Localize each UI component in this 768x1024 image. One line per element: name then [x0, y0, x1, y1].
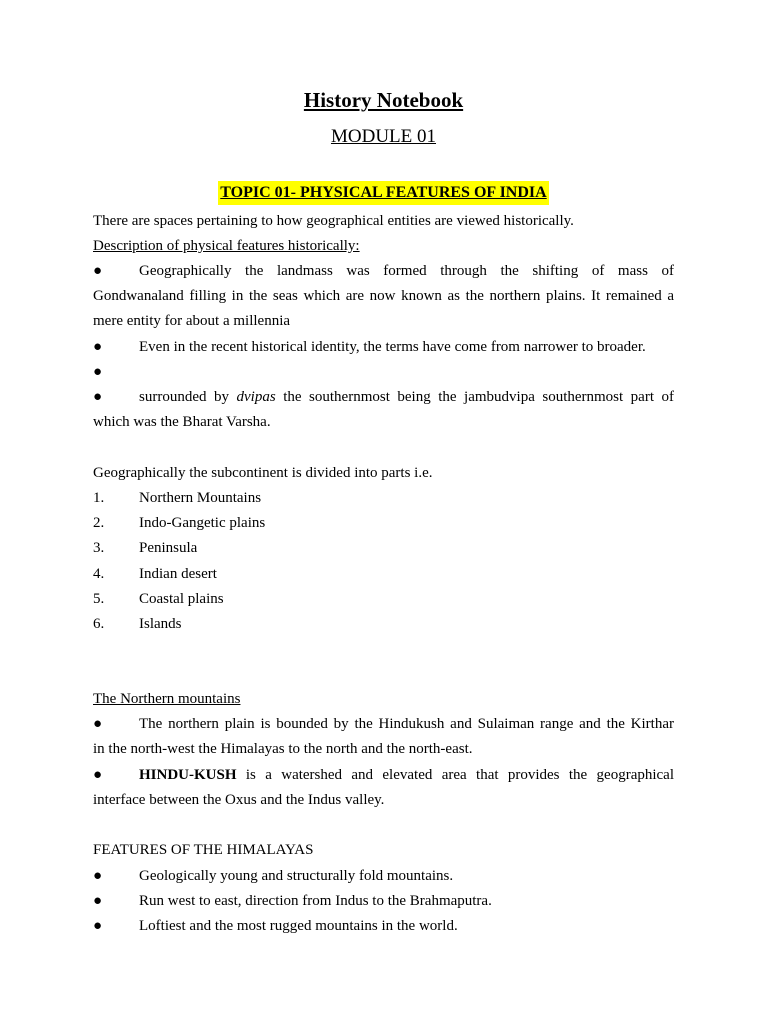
topic-heading-wrap [93, 181, 674, 205]
item-number: 6. [93, 616, 105, 632]
bullet-continuation: mere entity for about a millennia [93, 313, 291, 329]
hindu-kush-bold: HINDU-KUSH [139, 767, 237, 783]
description-heading: Description of physical features historically: [93, 238, 360, 254]
numbered-item [93, 562, 674, 587]
item-label: Coastal plains [139, 591, 224, 607]
bullet-marker: ● [93, 893, 103, 909]
bullet-continuation: which was the Bharat Varsha. [93, 414, 271, 430]
bullet-continuation: Gondwanaland filling in the seas which are now known as the northern plains. It remained a [93, 288, 674, 304]
numbered-item [93, 612, 674, 637]
bullet-marker: ● [93, 263, 103, 279]
module-heading: MODULE 01 [330, 126, 437, 147]
item-number: 1. [93, 490, 105, 506]
bullet-item [93, 763, 674, 788]
bullet-text: Even in the recent historical identity, the terms have come from narrower to broader. [139, 339, 646, 355]
bullet-text: The northern plain is bounded by the Hindukush and Sulaiman range and the Kirthar [139, 716, 674, 732]
bullet-text-pre: surrounded by [139, 389, 229, 405]
numbered-item [93, 511, 674, 536]
intro-paragraph: There are spaces pertaining to how geographical entities are viewed historically. [93, 213, 574, 229]
bullet-marker: ● [93, 767, 103, 783]
bullet-item [93, 864, 674, 889]
bullet-marker: ● [93, 364, 103, 380]
bullet-item [93, 385, 674, 410]
bullet-text-rest: is a watershed and elevated area that provides the geographical [245, 767, 675, 783]
item-label: Peninsula [139, 540, 198, 556]
bullet-marker: ● [93, 918, 103, 934]
numbered-item [93, 536, 674, 561]
item-number: 4. [93, 566, 105, 582]
numbered-item [93, 486, 674, 511]
bullet-item [93, 889, 674, 914]
bullet-text: Loftiest and the most rugged mountains in the world. [139, 918, 458, 934]
bullet-text: Run west to east, direction from Indus to the Brahmaputra. [139, 893, 492, 909]
bullet-continuation: interface between the Oxus and the Indus valley. [93, 792, 385, 808]
bullet-item-empty [93, 360, 674, 385]
item-label: Indo-Gangetic plains [139, 515, 266, 531]
bullet-text [139, 385, 674, 410]
bullet-marker: ● [93, 339, 103, 355]
item-label: Islands [139, 616, 182, 632]
bullet-item [93, 335, 674, 360]
item-number: 2. [93, 515, 105, 531]
bullet-item [93, 914, 674, 939]
bullet-marker: ● [93, 389, 103, 405]
bullet-marker: ● [93, 716, 103, 732]
item-number: 3. [93, 540, 105, 556]
item-label: Northern Mountains [139, 490, 262, 506]
item-label: Indian desert [139, 566, 217, 582]
item-number: 5. [93, 591, 105, 607]
topic-heading: TOPIC 01- PHYSICAL FEATURES OF INDIA [218, 181, 548, 205]
bullet-item [93, 259, 674, 284]
bullet-text-post: the southernmost being the jambudvipa southernmost part of [283, 389, 675, 405]
bullet-marker: ● [93, 868, 103, 884]
divided-intro: Geographically the subcontinent is divided into parts i.e. [93, 465, 433, 481]
himalayas-heading: FEATURES OF THE HIMALAYAS [93, 842, 314, 858]
bullet-text: Geographically the landmass was formed through the shifting of mass of [139, 263, 674, 279]
dvipas-italic: dvipas [236, 389, 276, 405]
document-title: History Notebook [303, 88, 464, 112]
bullet-continuation: in the north-west the Himalayas to the north and the north-east. [93, 741, 473, 757]
bullet-text [139, 763, 674, 788]
bullet-item [93, 712, 674, 737]
numbered-item [93, 587, 674, 612]
bullet-text: Geologically young and structurally fold mountains. [139, 868, 454, 884]
northern-mountains-heading: The Northern mountains [93, 691, 241, 707]
